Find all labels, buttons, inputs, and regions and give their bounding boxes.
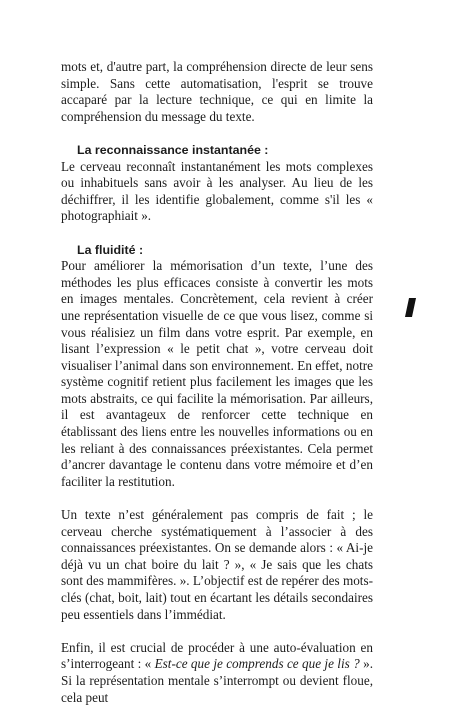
paragraph-auto-evaluation [61, 640, 373, 706]
paragraph-comprehension: mots et, d'autre part, la compréhension directe de leur sens simple. Sans cette automatisation, l'esprit se trouve accaparé par la lecture technique, ce qui en limite la compréhension du message du texte. [61, 59, 373, 124]
margin-mark [405, 298, 416, 317]
auto-evaluation-question: Est-ce que je comprends ce que je lis ? [154, 656, 360, 672]
auto-evaluation-text-start: Enfin, il est crucial de procéder à une auto-évaluation en s’interrogeant : « [61, 639, 373, 672]
paragraph-reconnaissance: Le cerveau reconnaît instantanément les mots complexes ou inhabituels sans avoir à les analyser. Au lieu de les déchiffrer, il les identifie globalement, comme s'il les « photographiait ». [61, 158, 373, 224]
paragraph-fluidite: Pour améliorer la mémorisation d’un texte, l’une des méthodes les plus efficaces consiste à convertir les mots en images mentales. Concrètement, cela revient à créer une représentation visuelle de ce que vous lisez, comme si vous réalisiez un film dans votre esprit. Par exemple, en lisant l’expression « le petit chat », votre cerveau doit visualiser l’animal dans son environnement. En effet, notre système cognitif retient plus facilement les images que les mots abstraits, ce qui facilite la mémorisation. Par ailleurs, il est avantageux de renforcer cette technique en établissant des liens entre les nouvelles informations ou en les reliant à des connaissances préexistantes. Cela permet d’ancrer davantage le contenu dans votre mémoire et d’en faciliter la restitution. [61, 258, 373, 489]
auto-evaluation-text-end: ». Si la représentation mentale s’interrompt ou devient floue, cela peut [61, 656, 373, 705]
paragraph-association: Un texte n’est généralement pas compris de fait ; le cerveau cherche systématiquement à l’associer à des connaissances préexistantes. On se demande alors : « Ai-je déjà vu un chat boire du lait ? », « Je sais que les chats sont des mammifères. ». L’objectif est de repérer des mots-clés (chat, boit, lait) tout en écartant les détails secondaires peu essentiels dans l’immédiat. [61, 507, 373, 622]
document-page [61, 59, 373, 706]
heading-reconnaissance: La reconnaissance instantanée : [77, 142, 269, 157]
heading-fluidite: La fluidité : [77, 242, 144, 257]
